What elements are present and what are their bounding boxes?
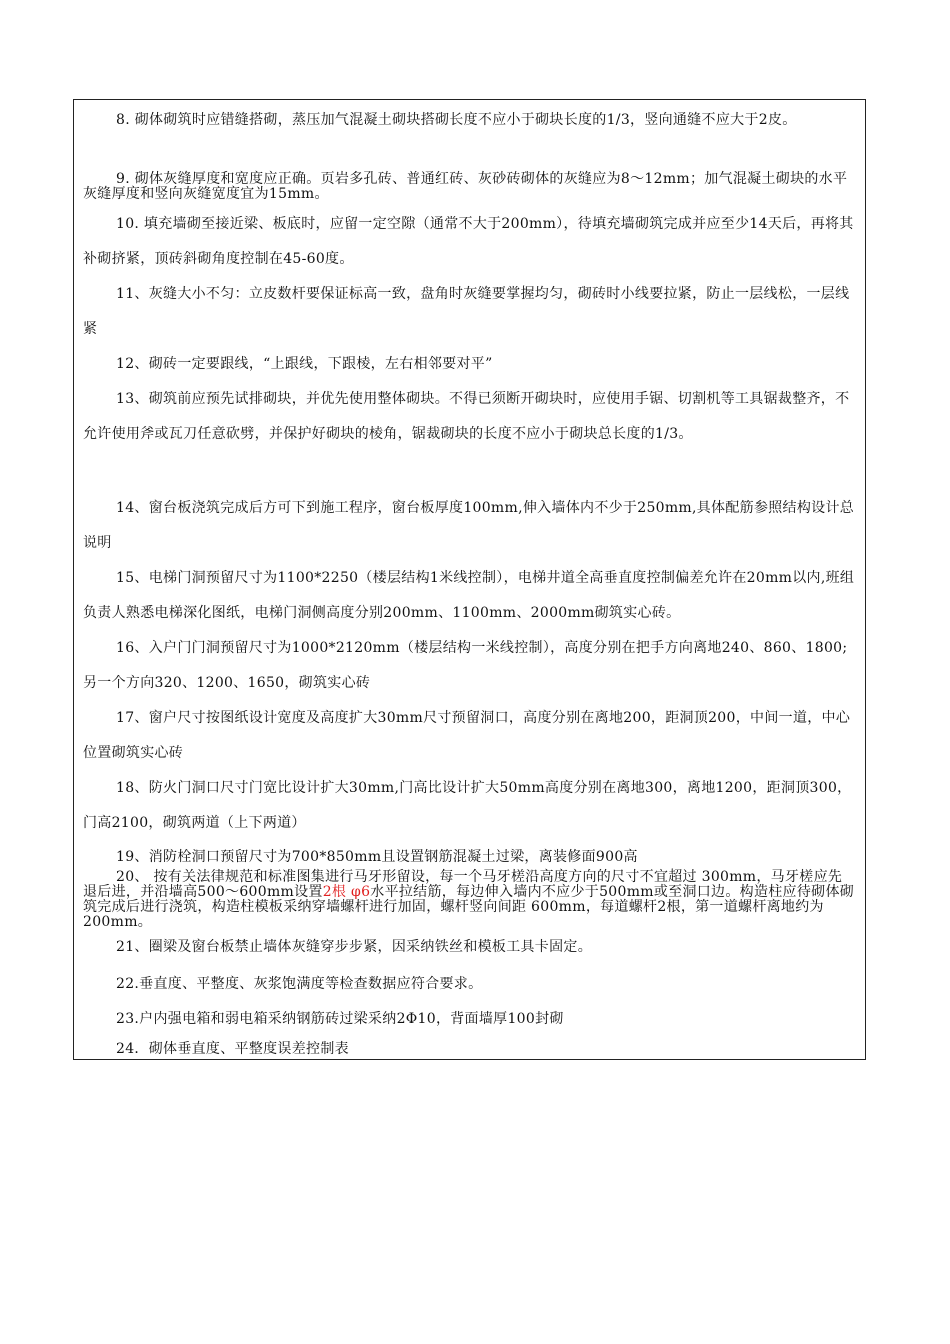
item-17: 17、窗户尺寸按图纸设计宽度及高度扩大30mm尺寸预留洞口，高度分别在离地200，距洞顶200，中间一道，中心位置砌筑实心砖 bbox=[83, 710, 851, 761]
item-21: 21、圈梁及窗台板禁止墙体灰缝穿步步紧，因采纳铁丝和模板工具卡固定。 bbox=[116, 939, 593, 955]
item-24: 24．砌体垂直度、平整度误差控制表 bbox=[116, 1041, 349, 1057]
item-19: 19、消防栓洞口预留尺寸为700*850mm且设置钢筋混凝土过梁，离装修面900高 bbox=[116, 849, 638, 865]
item-16: 16、入户门门洞预留尺寸为1000*2120mm（楼层结构一米线控制），高度分别在把手方向离地240、860、1800;另一个方向320、1200、1650，砌筑实心砖 bbox=[83, 640, 848, 691]
item-15: 15、电梯门洞预留尺寸为1100*2250（楼层结构1米线控制），电梯井道全高垂直度控制偏差允许在20mm以内,班组负责人熟悉电梯深化图纸，电梯门洞侧高度分别200mm、1100mm、2000mm砌筑实心砖。 bbox=[83, 570, 855, 621]
item-10: 10. 填充墙砌至接近梁、板底时，应留一定空隙（通常不大于200mm），待填充墙砌筑完成并应至少14天后，再将其补砌挤紧，顶砖斜砌角度控制在45-60度。 bbox=[83, 216, 854, 267]
item-12: 12、砌砖一定要跟线，“上跟线，下跟棱，左右相邻要对平” bbox=[116, 356, 493, 372]
item-9: 9. 砌体灰缝厚度和宽度应正确。页岩多孔砖、普通红砖、灰砂砖砌体的灰缝应为8～12mm；加气混凝土砌块的水平灰缝厚度和竖向灰缝宽度宜为15mm。 bbox=[83, 171, 848, 202]
item-20-rebar-spec: 2根 φ6 bbox=[322, 884, 371, 900]
item-13: 13、砌筑前应预先试排砌块，并优先使用整体砌块。不得已须断开砌块时，应使用手锯、切割机等工具锯裁整齐，不允许使用斧或瓦刀任意砍劈，并保护好砌块的棱角，锯裁砌块的长度不应小于砌块总长度的1/3。 bbox=[83, 391, 850, 442]
item-8: 8. 砌体砌筑时应错缝搭砌，蒸压加气混凝土砌块搭砌长度不应小于砌块长度的1/3，竖向通缝不应大于2皮。 bbox=[116, 112, 797, 128]
item-22: 22.垂直度、平整度、灰浆饱满度等检查数据应符合要求。 bbox=[116, 976, 483, 992]
content-table bbox=[73, 99, 866, 1060]
item-14: 14、窗台板浇筑完成后方可下到施工程序，窗台板厚度100mm,伸入墙体内不少于250mm,具体配筋参照结构设计总说明 bbox=[83, 500, 855, 551]
item-20 bbox=[83, 870, 856, 930]
item-23: 23.户内强电箱和弱电箱采纳钢筋砖过梁采纳2Φ10，背面墙厚100封砌 bbox=[116, 1011, 564, 1027]
item-20-text-a: 20、 按有关法律规范和标准图集进行马牙形留设，每一个马牙槎沿高度方向的尺寸不宜超过 300mm，马牙槎应先退后进，并沿墙高500～600mm设置 bbox=[83, 869, 843, 900]
item-11: 11、灰缝大小不匀：立皮数杆要保证标高一致，盘角时灰缝要掌握均匀，砌砖时小线要拉紧，防止一层线松，一层线紧 bbox=[83, 286, 850, 337]
item-18: 18、防火门洞口尺寸门宽比设计扩大30mm,门高比设计扩大50mm高度分别在离地300，离地1200，距洞顶300，门高2100，砌筑两道（上下两道） bbox=[83, 780, 852, 831]
item-20-text-b: 水平拉结筋，每边伸入墙内不应少于500mm或至洞口边。构造柱应待砌体砌筑完成后进行浇筑，构造柱模板采纳穿墙螺杆进行加固，螺杆竖向间距 600mm，每道螺杆2根，第一道螺杆离地约为200mm。 bbox=[83, 884, 855, 930]
